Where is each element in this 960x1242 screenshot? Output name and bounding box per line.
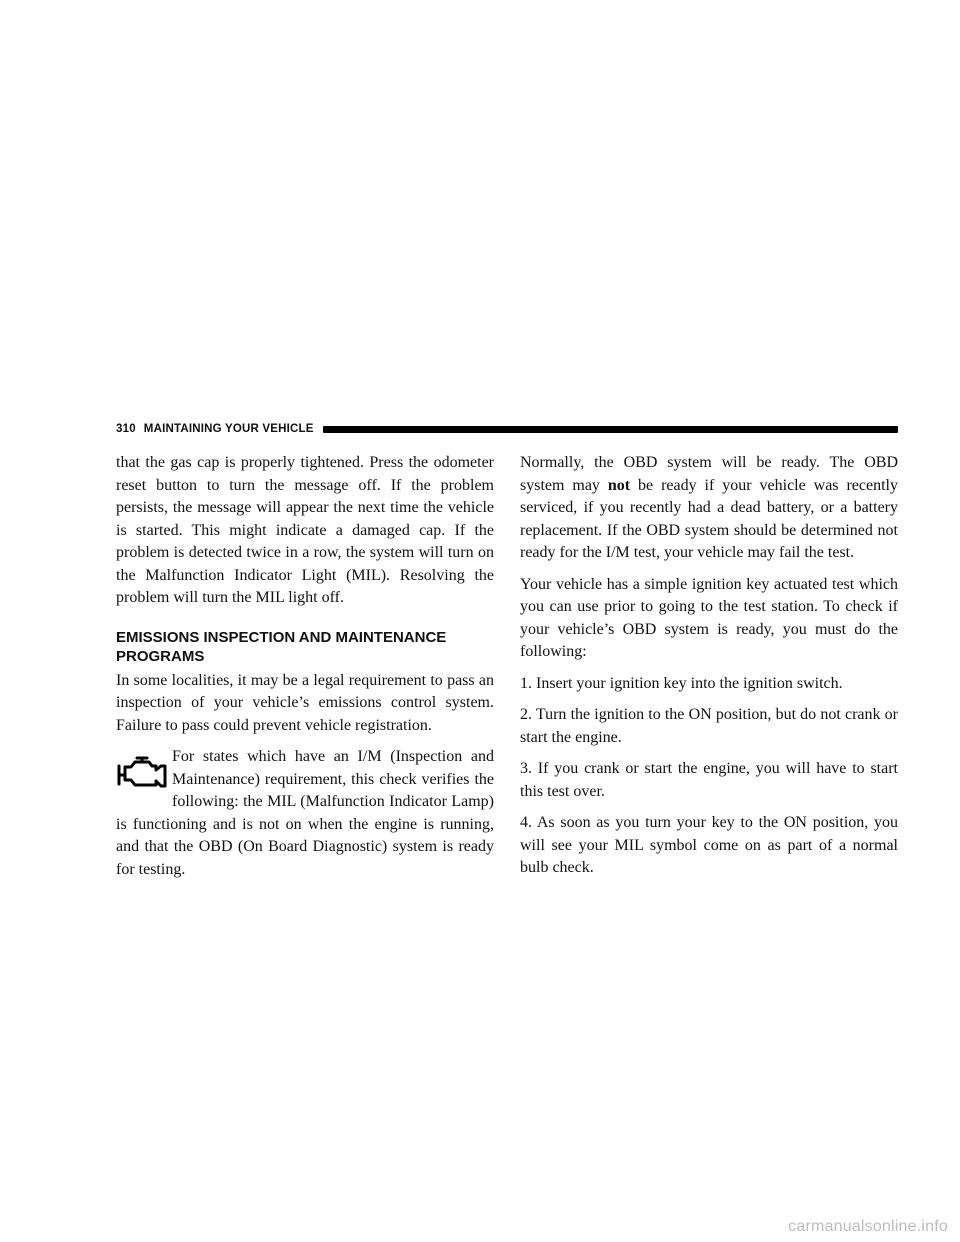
im-paragraph [116, 746, 494, 881]
section-title: MAINTAINING YOUR VEHICLE [143, 423, 314, 435]
step-3: 3. If you crank or start the engine, you will have to start this test over. [520, 760, 898, 800]
step-2: 2. Turn the ignition to the ON position, but do not crank or start the engine. [520, 706, 898, 746]
obd-text-after: be ready if your vehicle was recently serviced, if you recently had a dead battery, or a battery replacement. If the OBD system should be determined not ready for the I/M test, your vehicle may fail the test. [520, 476, 898, 561]
obd-text-emphasis: not [607, 476, 631, 494]
heading-line-2: PROGRAMS [116, 647, 205, 665]
im-paragraph-text: For states which have an I/M (Inspection and Maintenance) requirement, this check verifies the following: the MIL (Malfunction Indicator Lamp) is functioning and is not on when the engine is running, and that the OBD (On Board Diagnostic) system is ready for testing. [116, 748, 494, 878]
intro-paragraph: that the gas cap is properly tightened. Press the odometer reset button to turn the message off. If the problem persists, the message will appear the next time the vehicle is started. This might indicate a damaged cap. If the problem is detected twice in a row, the system will turn on the Malfunction Indicator Light (MIL). Resolving the problem will turn the MIL light off. [116, 454, 494, 606]
right-column [520, 452, 898, 889]
ignition-test-paragraph: Your vehicle has a simple ignition key actuated test which you can use prior to going to the test station. To check if your vehicle’s OBD system is ready, you must do the following: [520, 575, 898, 660]
left-column [116, 452, 494, 890]
step-4: 4. As soon as you turn your key to the ON position, you will see your MIL symbol come on as part of a normal bulb check. [520, 814, 898, 876]
obd-text-before: Normally, the OBD system will be ready. The OBD system may [520, 454, 898, 494]
section-heading [116, 628, 494, 666]
obd-ready-paragraph [520, 452, 898, 565]
heading-line-1: EMISSIONS INSPECTION AND MAINTENANCE [116, 628, 447, 646]
step-1: 1. Insert your ignition key into the ignition switch. [520, 674, 843, 692]
page-header [116, 422, 898, 436]
engine-icon [116, 752, 168, 796]
header-rule [323, 426, 898, 433]
page-number: 310 [116, 423, 136, 435]
watermark: carmanualsonline.info [788, 1218, 948, 1235]
inspection-paragraph: In some localities, it may be a legal requirement to pass an inspection of your vehicle’s emissions control system. Failure to pass could prevent vehicle registration. [116, 671, 494, 734]
